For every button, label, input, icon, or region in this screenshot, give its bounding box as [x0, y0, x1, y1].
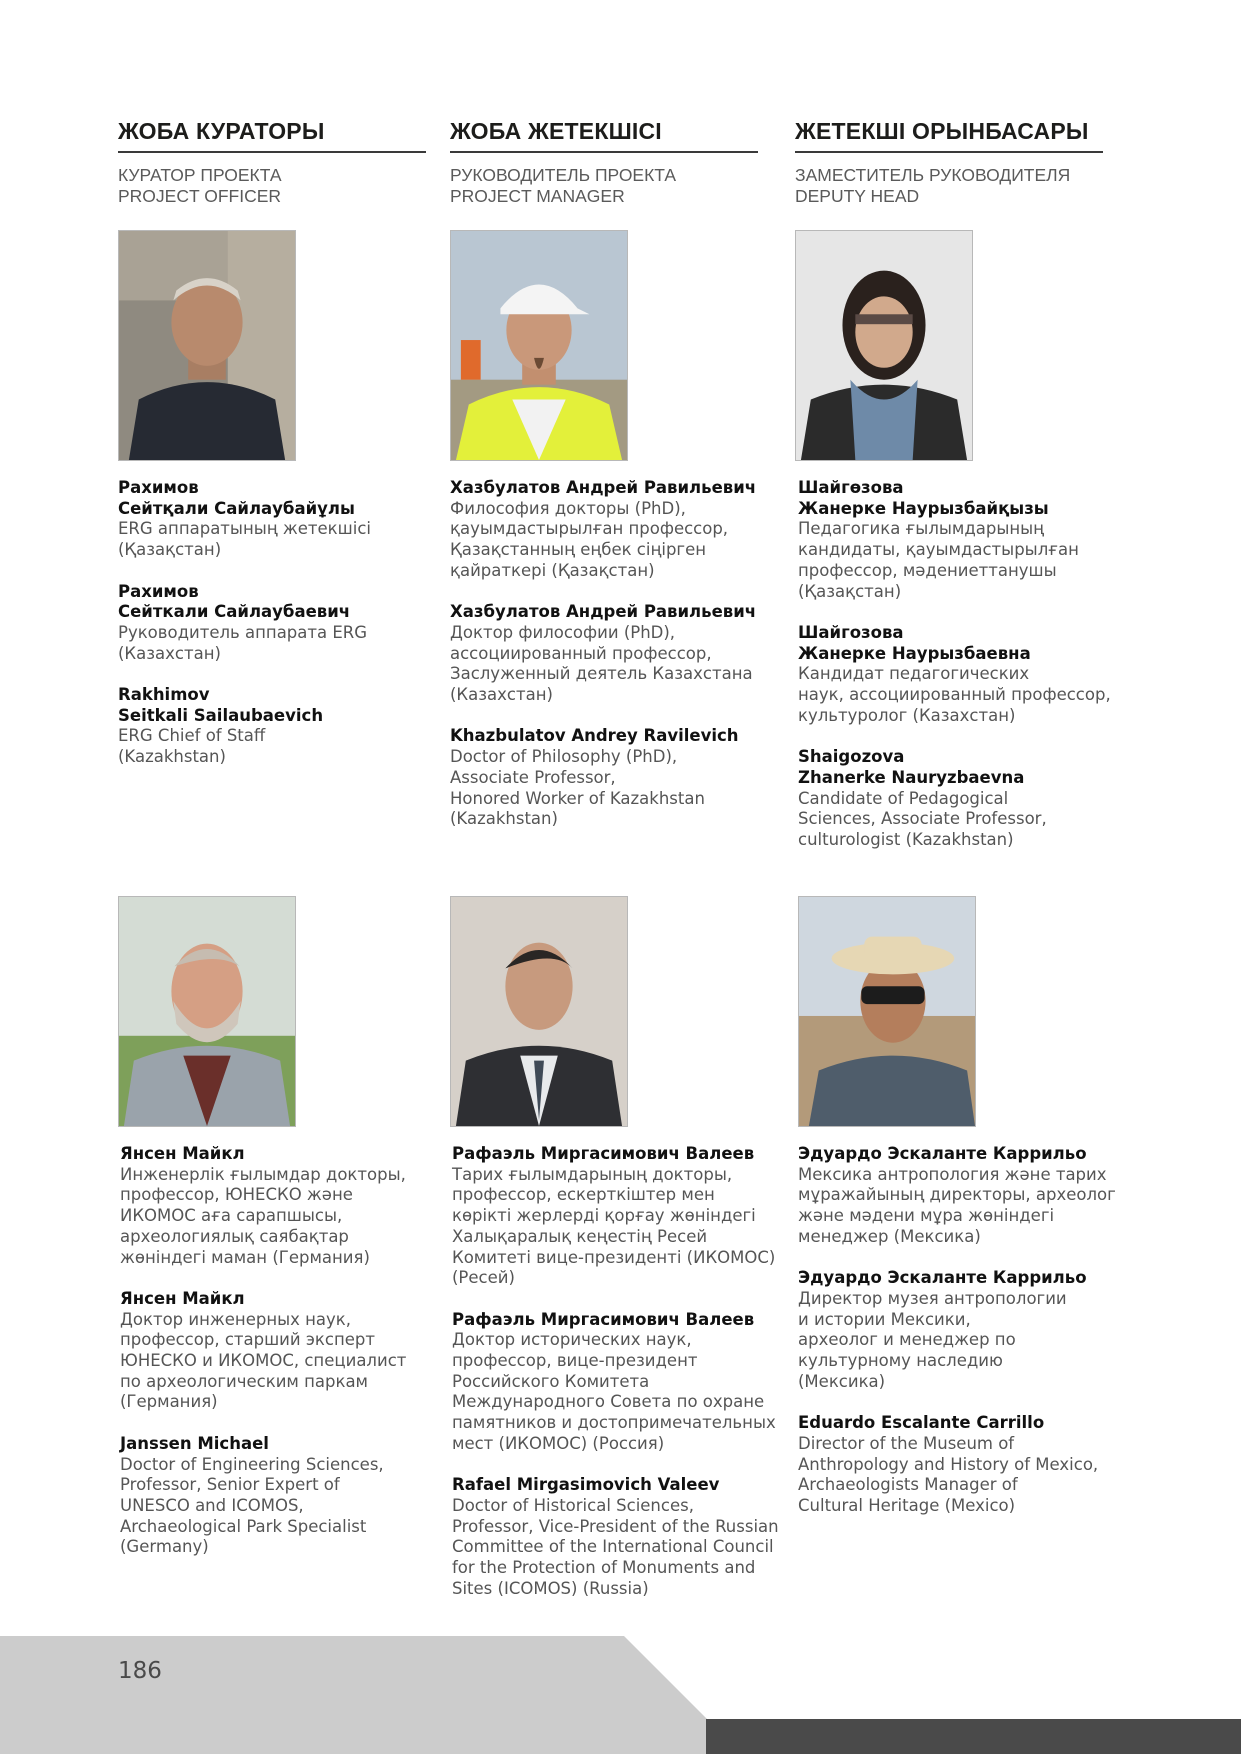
person-description: Доктор исторических наук, профессор, вице-президент Российского Комитета Международного Совета по охране памятников и достопримечательных мест (ИКОМОС) (Россия)	[452, 1330, 776, 1453]
section-subtitle: ЗАМЕСТИТЕЛЬ РУКОВОДИТЕЛЯ DEPUTY HEAD	[795, 165, 1071, 206]
bio-entry-kk	[450, 478, 780, 582]
bio-entry-ru	[798, 1268, 1138, 1392]
person-name: Рафаэль Миргасимович Валеев	[452, 1309, 755, 1329]
person-description: Директор музея антропологии и истории Мексики, археолог и менеджер по культурному наследию (Мексика)	[798, 1288, 1067, 1391]
bio-entry-en	[120, 1434, 445, 1558]
section-title: ЖОБА КУРАТОРЫ	[118, 118, 426, 153]
column-heading-deputy	[795, 118, 1103, 207]
person-name: Shaigozova Zhanerke Nauryzbaevna	[798, 747, 1025, 787]
portrait-photo	[450, 896, 628, 1127]
person-name: Janssen Michael	[120, 1433, 269, 1453]
person-description: Кандидат педагогических наук, ассоциированный профессор, культуролог (Казахстан)	[798, 664, 1111, 725]
person-name: Рахимов Сейтқали Сайлаубайұлы	[118, 478, 355, 518]
bio-entry-ru	[118, 582, 438, 665]
portrait-photo	[450, 230, 628, 461]
bio-entry-kk	[120, 1144, 445, 1268]
footer-accent-bar	[706, 1719, 1241, 1754]
bio-entry-kk	[798, 478, 1138, 602]
person-description: Director of the Museum of Anthropology and History of Mexico, Archaeologists Manager of Cultural Heritage (Mexico)	[798, 1433, 1099, 1515]
bio-entry-en	[798, 747, 1138, 851]
person-description: Candidate of Pedagogical Sciences, Associate Professor, culturologist (Kazakhstan)	[798, 788, 1047, 849]
bio-entry-en	[450, 726, 780, 830]
person-name: Хазбулатов Андрей Равильевич	[450, 478, 757, 497]
person-description: ERG аппаратының жетекшісі (Қазақстан)	[118, 519, 371, 560]
person-description: Мексика антропология және тарих мұражайының директоры, археолог және мәдени мұра жөніндегі менеджер (Мексика)	[798, 1164, 1116, 1246]
column-heading-curators	[118, 118, 426, 207]
bio-entry-ru	[798, 623, 1138, 727]
portrait-photo	[118, 896, 296, 1127]
person-bio	[450, 478, 780, 851]
person-description: Философия докторы (PhD), қауымдастырылған профессор, Қазақстанның еңбек сіңірген қайраткері (Қазақстан)	[450, 498, 729, 580]
person-name: Рафаэль Миргасимович Валеев	[452, 1144, 755, 1163]
bio-entry-kk	[118, 478, 438, 561]
portrait-photo	[795, 230, 973, 461]
person-name: Янсен Майкл	[120, 1288, 245, 1308]
person-name: Khazbulatov Andrey Ravilevich	[450, 726, 739, 746]
person-name: Янсен Майкл	[120, 1144, 245, 1163]
portrait-photo	[798, 896, 976, 1127]
person-name: Rakhimov Seitkali Sailaubaevich	[118, 685, 324, 725]
person-bio	[452, 1144, 792, 1620]
person-description: Руководитель аппарата ERG (Казахстан)	[118, 622, 368, 663]
section-title: ЖЕТЕКШІ ОРЫНБАСАРЫ	[795, 118, 1103, 153]
person-bio	[798, 1144, 1138, 1537]
bio-entry-en	[118, 685, 438, 768]
person-description: Doctor of Engineering Sciences, Professor, Senior Expert of UNESCO and ICOMOS, Archaeological Park Specialist (Germany)	[120, 1454, 384, 1557]
bio-entry-ru	[452, 1310, 792, 1455]
person-description: Doctor of Historical Sciences, Professor, Vice-President of the Russian Committee of the International Council for the Protection of Monuments and Sites (ICOMOS) (Russia)	[452, 1495, 779, 1598]
bio-entry-en	[452, 1475, 792, 1599]
portrait-photo	[118, 230, 296, 461]
person-name: Eduardo Escalante Carrillo	[798, 1413, 1045, 1433]
person-bio	[798, 478, 1138, 871]
person-description: ERG Chief of Staff (Kazakhstan)	[118, 726, 266, 767]
person-name: Эдуардо Эскаланте Каррильо	[798, 1144, 1087, 1163]
person-name: Хазбулатов Андрей Равильевич	[450, 602, 757, 622]
bio-entry-kk	[452, 1144, 792, 1289]
bio-entry-en	[798, 1413, 1138, 1517]
section-subtitle: РУКОВОДИТЕЛЬ ПРОЕКТА PROJECT MANAGER	[450, 165, 677, 206]
person-name: Рахимов Сейткали Сайлаубаевич	[118, 581, 351, 622]
person-description: Doctor of Philosophy (PhD), Associate Professor, Honored Worker of Kazakhstan (Kazakhstan)	[450, 747, 705, 829]
person-name: Эдуардо Эскаланте Каррильо	[798, 1268, 1087, 1288]
person-description: Доктор инженерных наук, профессор, старший эксперт ЮНЕСКО и ИКОМОС, специалист по археологическим паркам (Германия)	[120, 1309, 407, 1412]
column-heading-manager	[450, 118, 758, 207]
person-bio	[120, 1144, 445, 1579]
person-name: Шайгозова Жанерке Наурызбаевна	[798, 622, 1031, 663]
person-name: Шайгөзова Жанерке Наурызбайқызы	[798, 478, 1049, 518]
person-name: Rafael Mirgasimovich Valeev	[452, 1475, 720, 1495]
page-number: 186	[118, 1658, 162, 1684]
person-description: Педагогика ғылымдарының кандидаты, қауымдастырылған профессор, мәдениеттанушы (Қазақстан)	[798, 519, 1079, 601]
section-title: ЖОБА ЖЕТЕКШІСІ	[450, 118, 758, 153]
bio-entry-ru	[120, 1289, 445, 1413]
person-bio	[118, 478, 438, 789]
person-description: Доктор философии (PhD), ассоциированный профессор, Заслуженный деятель Казахстана (Казахстан)	[450, 622, 753, 705]
bio-entry-kk	[798, 1144, 1138, 1248]
section-subtitle: КУРАТОР ПРОЕКТА PROJECT OFFICER	[118, 165, 282, 206]
person-description: Инженерлік ғылымдар докторы, профессор, ЮНЕСКО және ИКОМОС аға сарапшысы, археологиялық саябақтар жөніндегі маман (Германия)	[120, 1164, 406, 1267]
person-description: Тарих ғылымдарының докторы, профессор, ескерткіштер мен көрікті жерлерді қорғау жөніндегі Халықаралық кеңестің Ресей Комитеті вице-президенті (ИКОМОС) (Ресей)	[452, 1164, 776, 1288]
bio-entry-ru	[450, 602, 780, 706]
